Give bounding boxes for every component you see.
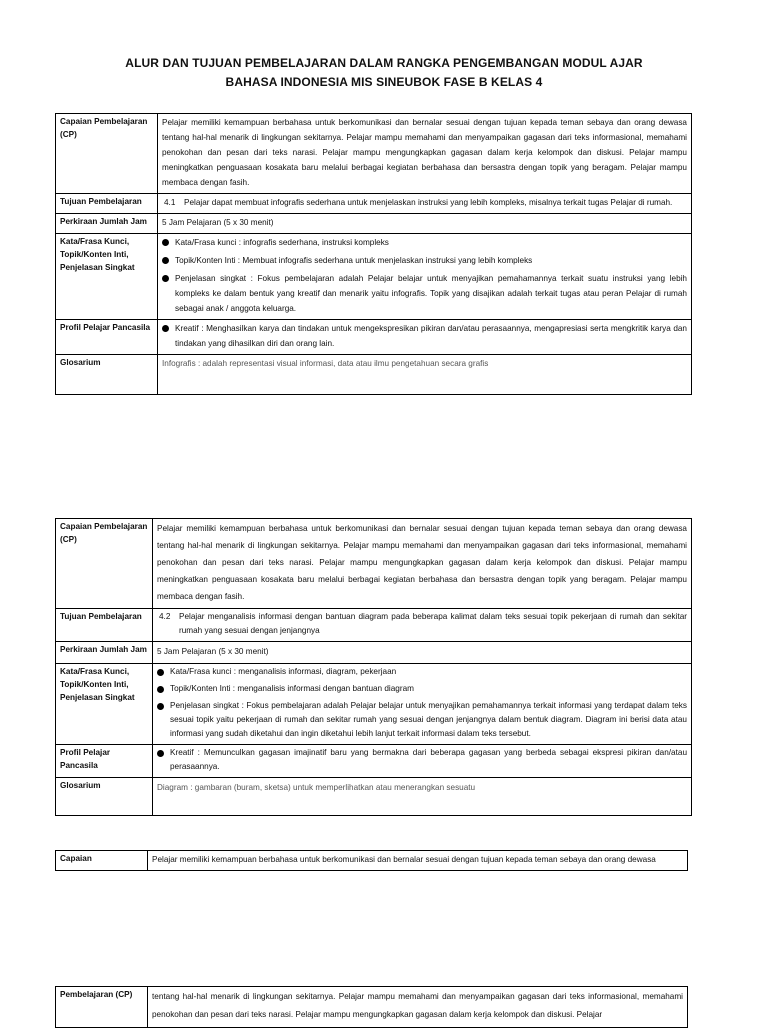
tp-label: Tujuan Pembelajaran <box>56 609 153 642</box>
cp-label: Capaian <box>56 851 148 871</box>
cp-text: Pelajar memiliki kemampuan berbahasa untuk berkomunikasi dan bernalar sesuai dengan tujuan kepada teman sebaya dan orang dewasa <box>148 851 688 871</box>
glos-text: Infografis : adalah representasi visual informasi, data atau ilmu pengetahuan secara grafis <box>158 355 692 395</box>
bullet-icon <box>157 686 164 693</box>
list-item: Kata/Frasa kunci : menganalisis informasi, diagram, pekerjaan <box>157 665 687 679</box>
list-item: Kreatif : Menghasilkan karya dan tindakan untuk mengekspresikan pikiran dan/atau perasaannya, mengapresiasi serta mengkritik karya dan tindakan yang dihasilkan diri dan orang lain. <box>162 321 687 351</box>
kata-label: Kata/Frasa Kunci, Topik/Konten Inti, Penjelasan Singkat <box>56 234 158 320</box>
tp-text: Pelajar dapat membuat infografis sederhana untuk menjelaskan instruksi yang lebih kompleks, misalnya terkait tugas Pelajar di rumah. <box>184 198 673 207</box>
cp-label: Capaian Pembelajaran (CP) <box>56 519 153 609</box>
glos-label: Glosarium <box>56 355 158 395</box>
profil-cell <box>153 745 692 778</box>
cp-row <box>56 519 692 609</box>
list-item: Kreatif : Memunculkan gagasan imajinatif baru yang bermakna dari beberapa gagasan yang berbeda sebagai ekspresi pikiran dan/atau perasaannya. <box>157 746 687 774</box>
profil-row <box>56 320 692 355</box>
kata-row <box>56 234 692 320</box>
tp-row <box>56 609 692 642</box>
bullet-icon <box>162 257 169 264</box>
cp-row <box>56 987 688 1028</box>
document-title-line1: ALUR DAN TUJUAN PEMBELAJARAN DALAM RANGKA PENGEMBANGAN MODUL AJAR <box>125 56 643 70</box>
cp-text: tentang hal-hal menarik di lingkungan sekitarnya. Pelajar mampu memahami dan menyampaikan gagasan dari teks informasional, memahami penokohan dan pesan dari teks narasi. Pelajar mampu mengungkapkan gagasan dalam kerja kelompok dan diskusi. Pelajar <box>148 987 688 1028</box>
bullet-icon <box>162 275 169 282</box>
glos-row <box>56 778 692 816</box>
profil-cell <box>158 320 692 355</box>
bullet-icon <box>162 239 169 246</box>
list-item: Penjelasan singkat : Fokus pembelajaran adalah Pelajar belajar untuk menyajikan pemahamannya terkait informasi yang terdapat dalam teks sesuai topik yaitu pekerjaan di rumah dan sekitar rumah yang sesuai dengan jenjangnya dalam bentuk diagram. Diagram ini berisi data atau informasi yang sudah diketahui dan ingin diketahui lebih lanjut terkait informasi dalam teks tersebut. <box>157 699 687 741</box>
bullet-icon <box>162 325 169 332</box>
learning-table-4 <box>55 986 688 1028</box>
kata-cell <box>153 664 692 745</box>
tp-row <box>56 194 692 214</box>
jam-label: Perkiraan Jumlah Jam <box>56 214 158 234</box>
list-item: Topik/Konten Inti : Membuat infografis sederhana untuk menjelaskan instruksi yang lebih kompleks <box>162 253 687 268</box>
learning-table-2 <box>55 518 692 816</box>
kata-label: Kata/Frasa Kunci, Topik/Konten Inti, Penjelasan Singkat <box>56 664 153 745</box>
kata-row <box>56 664 692 745</box>
jam-row <box>56 214 692 234</box>
tp-number: 4.2 <box>159 612 171 621</box>
list-item: Penjelasan singkat : Fokus pembelajaran adalah Pelajar belajar untuk menyajikan pemahamannya terkait suatu instruksi yang lebih kompleks ke dalam bentuk yang kreatif dan menarik yaitu infografis. Topik yang disajikan adalah terkait tugas atau peran Pelajar di rumah sebagai anak / anggota keluarga. <box>162 271 687 316</box>
profil-label: Profil Pelajar Pancasila <box>56 320 158 355</box>
profil-label: Profil Pelajar Pancasila <box>56 745 153 778</box>
bullet-icon <box>157 703 164 710</box>
glos-label: Glosarium <box>56 778 153 816</box>
kata-cell <box>158 234 692 320</box>
glos-row <box>56 355 692 395</box>
bullet-icon <box>157 750 164 757</box>
cp-label: Capaian Pembelajaran (CP) <box>56 114 158 194</box>
tp-number: 4.1 <box>164 198 176 207</box>
list-item: Kata/Frasa kunci : infografis sederhana, instruksi kompleks <box>162 235 687 250</box>
cp-text: Pelajar memiliki kemampuan berbahasa untuk berkomunikasi dan bernalar sesuai dengan tujuan kepada teman sebaya dan orang dewasa tentang hal-hal menarik di lingkungan sekitarnya. Pelajar mampu memahami dan menyampaikan gagasan dari teks informasional, memahami penokohan dan pesan dari teks narasi. Pelajar mampu mengungkapkan gagasan dalam kerja kelompok dan diskusi. Pelajar mampu meningkatkan penguasaan kosakata baru melalui berbagai kegiatan berbahasa dan bersastra dengan topik yang beragam. Pelajar mampu membaca dengan fasih. <box>153 519 692 609</box>
learning-table-1 <box>55 113 692 395</box>
cp-label: Pembelajaran (CP) <box>56 987 148 1028</box>
cp-row <box>56 851 688 871</box>
list-item: Topik/Konten Inti : menganalisis informasi dengan bantuan diagram <box>157 682 687 696</box>
glos-text: Diagram : gambaran (buram, sketsa) untuk memperlihatkan atau menerangkan sesuatu <box>153 778 692 816</box>
learning-table-3 <box>55 850 688 871</box>
bullet-icon <box>157 669 164 676</box>
tp-label: Tujuan Pembelajaran <box>56 194 158 214</box>
tp-cell <box>153 609 692 642</box>
jam-text: 5 Jam Pelajaran (5 x 30 menit) <box>158 214 692 234</box>
cp-text: Pelajar memiliki kemampuan berbahasa untuk berkomunikasi dan bernalar sesuai dengan tujuan kepada teman sebaya dan orang dewasa tentang hal-hal menarik di lingkungan sekitarnya. Pelajar mampu memahami dan menyampaikan gagasan dari teks informasional, memahami penokohan dan pesan dari teks narasi. Pelajar mampu mengungkapkan gagasan dalam kerja kelompok dan diskusi. Pelajar mampu meningkatkan penguasaan kosakata baru melalui berbagai kegiatan berbahasa dan bersastra dengan topik yang beragam. Pelajar mampu membaca dengan fasih. <box>158 114 692 194</box>
jam-text: 5 Jam Pelajaran (5 x 30 menit) <box>153 642 692 664</box>
cp-row <box>56 114 692 194</box>
document-title-line2: BAHASA INDONESIA MIS SINEUBOK FASE B KELAS 4 <box>225 75 543 89</box>
tp-text: Pelajar menganalisis informasi dengan bantuan diagram pada beberapa kalimat dalam teks sesuai topik pekerjaan di rumah dan sekitar rumah yang sesuai dengan jenjangnya <box>179 612 687 635</box>
jam-label: Perkiraan Jumlah Jam <box>56 642 153 664</box>
jam-row <box>56 642 692 664</box>
tp-cell <box>158 194 692 214</box>
profil-row <box>56 745 692 778</box>
